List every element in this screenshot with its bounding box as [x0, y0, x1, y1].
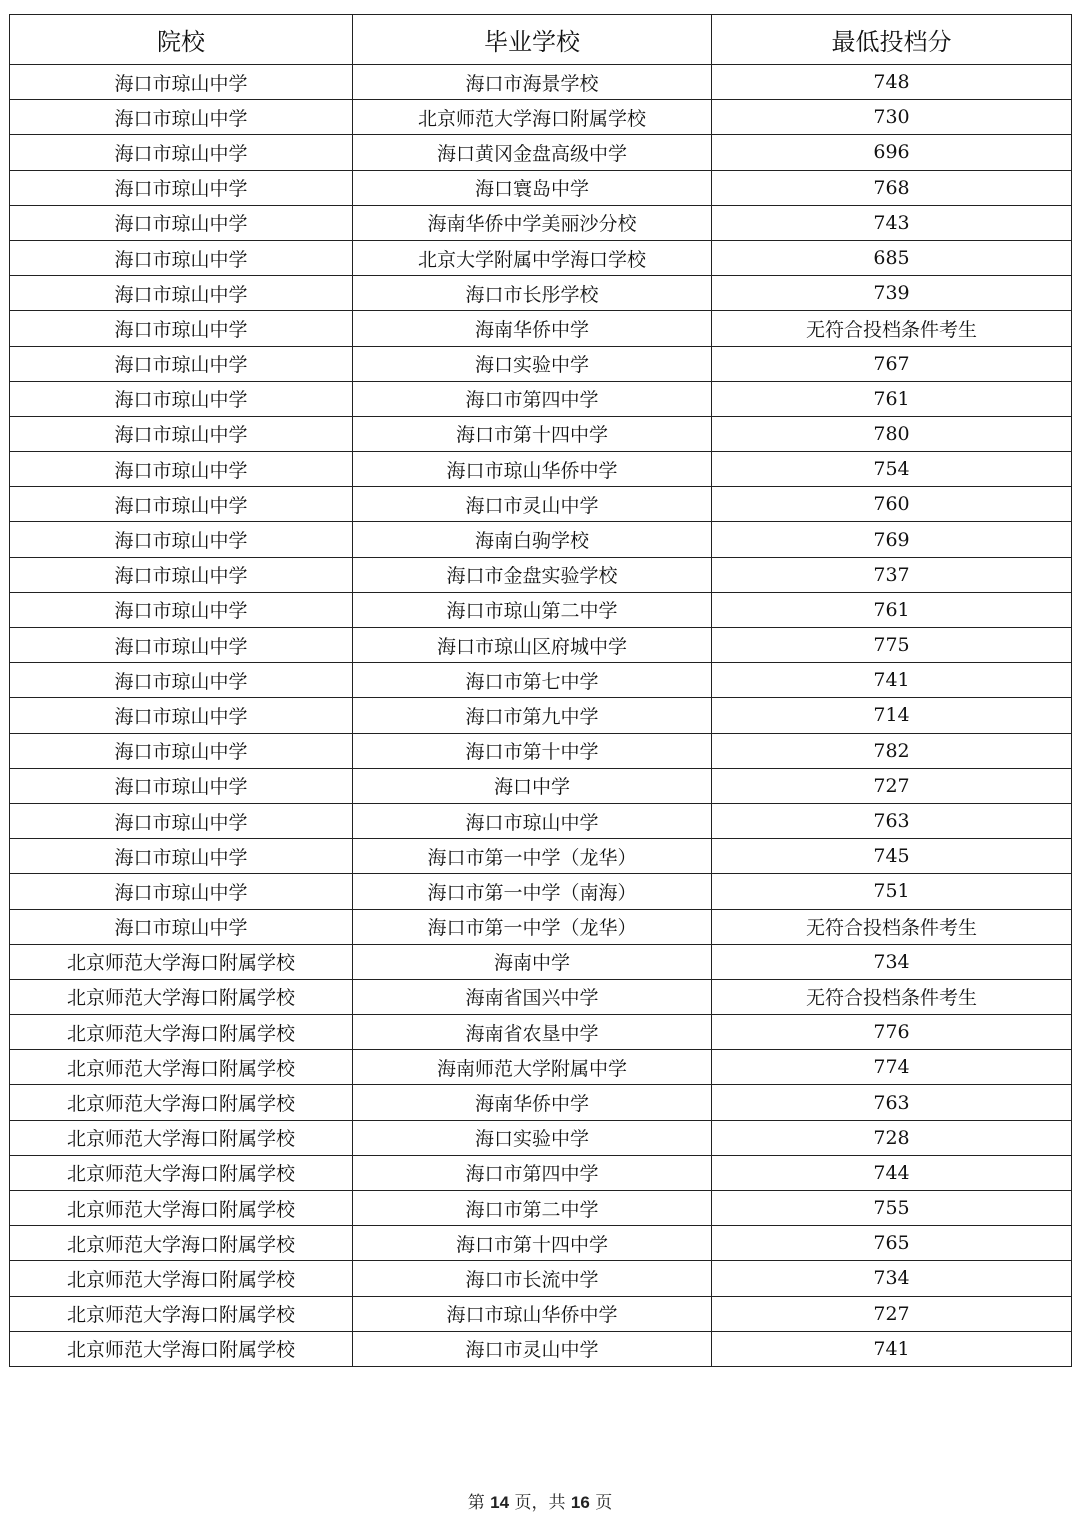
cell-graduating-school: 海口市灵山中学	[353, 1331, 712, 1366]
cell-graduating-school: 海口市第一中学（龙华）	[353, 839, 712, 874]
table-row	[10, 522, 1072, 557]
cell-min-score: 755	[712, 1191, 1072, 1226]
cell-school: 海口市琼山中学	[10, 733, 353, 768]
cell-min-score: 782	[712, 733, 1072, 768]
table-row	[10, 592, 1072, 627]
cell-min-score: 745	[712, 839, 1072, 874]
cell-graduating-school: 海口市第十四中学	[353, 416, 712, 451]
table-row	[10, 1155, 1072, 1190]
cell-graduating-school: 海口市琼山华侨中学	[353, 1296, 712, 1331]
cell-school: 北京师范大学海口附属学校	[10, 1155, 353, 1190]
cell-min-score: 727	[712, 1296, 1072, 1331]
table-row	[10, 1191, 1072, 1226]
cell-school: 海口市琼山中学	[10, 909, 353, 944]
cell-school: 北京师范大学海口附属学校	[10, 1050, 353, 1085]
cell-school: 北京师范大学海口附属学校	[10, 944, 353, 979]
cell-min-score: 734	[712, 944, 1072, 979]
cell-school: 海口市琼山中学	[10, 65, 353, 100]
cell-min-score: 741	[712, 1331, 1072, 1366]
cell-school: 北京师范大学海口附属学校	[10, 1261, 353, 1296]
table-row	[10, 1085, 1072, 1120]
table-row	[10, 170, 1072, 205]
cell-min-score: 765	[712, 1226, 1072, 1261]
admission-score-table-container	[9, 14, 1071, 1367]
cell-graduating-school: 海口市海景学校	[353, 65, 712, 100]
cell-graduating-school: 海南师范大学附属中学	[353, 1050, 712, 1085]
cell-graduating-school: 海口市琼山华侨中学	[353, 452, 712, 487]
page-footer	[0, 1488, 1080, 1513]
cell-min-score: 727	[712, 768, 1072, 803]
cell-school: 海口市琼山中学	[10, 803, 353, 838]
table-row	[10, 240, 1072, 275]
cell-graduating-school: 海南华侨中学	[353, 1085, 712, 1120]
cell-school: 海口市琼山中学	[10, 557, 353, 592]
cell-min-score: 无符合投档条件考生	[712, 909, 1072, 944]
cell-min-score: 748	[712, 65, 1072, 100]
cell-school: 海口市琼山中学	[10, 170, 353, 205]
cell-min-score: 780	[712, 416, 1072, 451]
cell-min-score: 754	[712, 452, 1072, 487]
cell-graduating-school: 海口市长流中学	[353, 1261, 712, 1296]
cell-graduating-school: 海口市金盘实验学校	[353, 557, 712, 592]
table-row	[10, 135, 1072, 170]
cell-min-score: 739	[712, 276, 1072, 311]
table-row	[10, 979, 1072, 1014]
table-row	[10, 803, 1072, 838]
column-header-graduating-school: 毕业学校	[353, 15, 712, 65]
cell-school: 海口市琼山中学	[10, 346, 353, 381]
cell-school: 海口市琼山中学	[10, 381, 353, 416]
table-row	[10, 205, 1072, 240]
cell-school: 海口市琼山中学	[10, 874, 353, 909]
table-row	[10, 1296, 1072, 1331]
cell-min-score: 无符合投档条件考生	[712, 979, 1072, 1014]
cell-min-score: 696	[712, 135, 1072, 170]
footer-middle: 页，共	[514, 1493, 566, 1513]
cell-min-score: 776	[712, 1015, 1072, 1050]
cell-graduating-school: 海口寰岛中学	[353, 170, 712, 205]
table-row	[10, 663, 1072, 698]
cell-graduating-school: 北京大学附属中学海口学校	[353, 240, 712, 275]
cell-school: 海口市琼山中学	[10, 522, 353, 557]
cell-graduating-school: 海口市灵山中学	[353, 487, 712, 522]
table-row	[10, 698, 1072, 733]
cell-graduating-school: 海南中学	[353, 944, 712, 979]
cell-min-score: 769	[712, 522, 1072, 557]
cell-graduating-school: 海口市第一中学（南海）	[353, 874, 712, 909]
table-row	[10, 416, 1072, 451]
cell-graduating-school: 海口市第十中学	[353, 733, 712, 768]
table-row	[10, 346, 1072, 381]
cell-graduating-school: 海口市琼山第二中学	[353, 592, 712, 627]
column-header-min-score: 最低投档分	[712, 15, 1072, 65]
cell-graduating-school: 海口市第七中学	[353, 663, 712, 698]
cell-school: 海口市琼山中学	[10, 663, 353, 698]
cell-min-score: 714	[712, 698, 1072, 733]
cell-graduating-school: 北京师范大学海口附属学校	[353, 100, 712, 135]
table-row	[10, 100, 1072, 135]
table-row	[10, 557, 1072, 592]
cell-school: 海口市琼山中学	[10, 768, 353, 803]
cell-min-score: 743	[712, 205, 1072, 240]
cell-school: 北京师范大学海口附属学校	[10, 1191, 353, 1226]
cell-school: 北京师范大学海口附属学校	[10, 1015, 353, 1050]
cell-min-score: 768	[712, 170, 1072, 205]
cell-min-score: 730	[712, 100, 1072, 135]
cell-school: 海口市琼山中学	[10, 628, 353, 663]
cell-school: 海口市琼山中学	[10, 205, 353, 240]
cell-graduating-school: 海口市琼山中学	[353, 803, 712, 838]
cell-min-score: 774	[712, 1050, 1072, 1085]
cell-school: 海口市琼山中学	[10, 592, 353, 627]
cell-graduating-school: 海口实验中学	[353, 1120, 712, 1155]
table-row	[10, 1015, 1072, 1050]
footer-current-page: 14	[490, 1493, 510, 1512]
cell-school: 海口市琼山中学	[10, 839, 353, 874]
cell-min-score: 761	[712, 592, 1072, 627]
cell-min-score: 737	[712, 557, 1072, 592]
cell-graduating-school: 海南白驹学校	[353, 522, 712, 557]
table-row	[10, 944, 1072, 979]
cell-school: 海口市琼山中学	[10, 311, 353, 346]
cell-school: 北京师范大学海口附属学校	[10, 1085, 353, 1120]
cell-school: 海口市琼山中学	[10, 698, 353, 733]
table-row	[10, 1050, 1072, 1085]
cell-graduating-school: 海口市第二中学	[353, 1191, 712, 1226]
cell-school: 海口市琼山中学	[10, 487, 353, 522]
cell-min-score: 767	[712, 346, 1072, 381]
table-row	[10, 487, 1072, 522]
cell-graduating-school: 海南省国兴中学	[353, 979, 712, 1014]
cell-min-score: 744	[712, 1155, 1072, 1190]
footer-total-pages: 16	[570, 1493, 590, 1512]
cell-school: 北京师范大学海口附属学校	[10, 1331, 353, 1366]
table-body	[10, 65, 1072, 1367]
cell-min-score: 741	[712, 663, 1072, 698]
table-row	[10, 1331, 1072, 1366]
cell-graduating-school: 海口中学	[353, 768, 712, 803]
cell-school: 北京师范大学海口附属学校	[10, 1120, 353, 1155]
cell-graduating-school: 海口市第九中学	[353, 698, 712, 733]
cell-graduating-school: 海口市第四中学	[353, 381, 712, 416]
cell-graduating-school: 海南华侨中学美丽沙分校	[353, 205, 712, 240]
table-row	[10, 311, 1072, 346]
footer-suffix: 页	[595, 1493, 613, 1513]
cell-min-score: 无符合投档条件考生	[712, 311, 1072, 346]
table-row	[10, 628, 1072, 663]
cell-graduating-school: 海口市第四中学	[353, 1155, 712, 1190]
cell-min-score: 751	[712, 874, 1072, 909]
cell-school: 北京师范大学海口附属学校	[10, 979, 353, 1014]
admission-score-table	[9, 14, 1072, 1367]
cell-min-score: 761	[712, 381, 1072, 416]
cell-min-score: 775	[712, 628, 1072, 663]
table-row	[10, 733, 1072, 768]
cell-min-score: 763	[712, 1085, 1072, 1120]
cell-school: 海口市琼山中学	[10, 276, 353, 311]
table-row	[10, 1226, 1072, 1261]
table-row	[10, 276, 1072, 311]
cell-graduating-school: 海口黄冈金盘高级中学	[353, 135, 712, 170]
cell-graduating-school: 海口实验中学	[353, 346, 712, 381]
table-row	[10, 909, 1072, 944]
cell-school: 海口市琼山中学	[10, 416, 353, 451]
cell-school: 海口市琼山中学	[10, 135, 353, 170]
column-header-school: 院校	[10, 15, 353, 65]
table-row	[10, 1261, 1072, 1296]
cell-graduating-school: 海南华侨中学	[353, 311, 712, 346]
cell-min-score: 760	[712, 487, 1072, 522]
cell-graduating-school: 海口市长彤学校	[353, 276, 712, 311]
table-row	[10, 768, 1072, 803]
table-row	[10, 1120, 1072, 1155]
cell-school: 海口市琼山中学	[10, 240, 353, 275]
cell-school: 北京师范大学海口附属学校	[10, 1226, 353, 1261]
table-row	[10, 65, 1072, 100]
table-header-row	[10, 15, 1072, 65]
cell-min-score: 728	[712, 1120, 1072, 1155]
cell-school: 北京师范大学海口附属学校	[10, 1296, 353, 1331]
cell-graduating-school: 海口市第一中学（龙华）	[353, 909, 712, 944]
cell-graduating-school: 海口市琼山区府城中学	[353, 628, 712, 663]
table-row	[10, 452, 1072, 487]
table-row	[10, 839, 1072, 874]
cell-min-score: 734	[712, 1261, 1072, 1296]
table-row	[10, 381, 1072, 416]
cell-school: 海口市琼山中学	[10, 100, 353, 135]
cell-min-score: 685	[712, 240, 1072, 275]
table-row	[10, 874, 1072, 909]
cell-school: 海口市琼山中学	[10, 452, 353, 487]
cell-graduating-school: 海南省农垦中学	[353, 1015, 712, 1050]
cell-graduating-school: 海口市第十四中学	[353, 1226, 712, 1261]
footer-prefix: 第	[467, 1493, 485, 1513]
cell-min-score: 763	[712, 803, 1072, 838]
